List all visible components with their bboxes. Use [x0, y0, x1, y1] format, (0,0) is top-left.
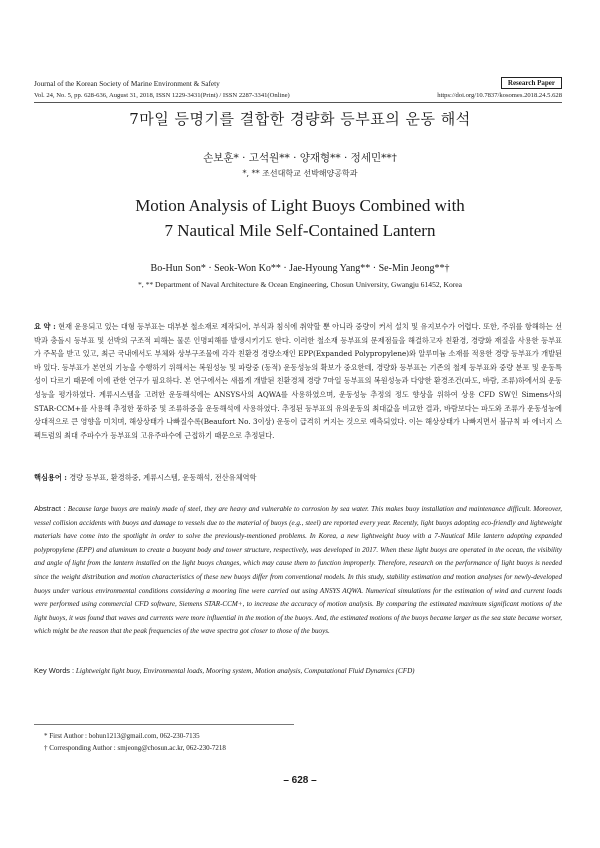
english-abstract-label: Abstract :	[34, 504, 66, 513]
english-keywords-label: Key Words :	[34, 666, 75, 675]
korean-abstract	[34, 320, 562, 442]
korean-keywords	[34, 473, 562, 483]
english-keywords	[34, 666, 562, 675]
english-keywords-text: Lightweight light buoy, Environmental loads, Mooring system, Motion analysis, Computational Fluid Dynamics (CFD)	[75, 667, 415, 675]
footnote-first-author: * First Author : bohun1213@gmail.com, 062-230-7135	[44, 732, 200, 740]
english-abstract-text: Because large buoys are mainly made of steel, they are heavy and vulnerable to corrosion by sea water. This makes buoy installation and maintenance difficult. Moreover, vessel collision accidents with buoys and damage to vessels due to the material of buoys (e.g., steel) are reported every year. Recently, light buoys adopting eco-friendly and lightweight materials have come into the spotlight in order to solve the previously-mentioned problems. In Korea, a new lightweight buoy with a 7-Nautical Mile lantern adopting expanded polypropylene (EPP) and aluminum to create a buoyant body and tower structure, respectively, was developed in 2017. When these light buoys are operated in the ocean, the visibility and angle of light from the lantern installed on the light buoys changes, which may cause them to function improperly. Therefore, research on the performance of light buoys is needed since the weight distribution and motion characteristics of these new buoys differ from conventional models. In this study, stability estimation and motion analyses for newly-developed buoys under various environmental conditions considering a mooring line were carried out using ANSYS AQWA. Numerical simulations for the estimation of wind and current loads were performed using commercial CFD software, Siemens STAR-CCM+, to increase the accuracy of motion analysis. By comparing the estimated maximum significant motions of the light buoys, it was found that waves and currents were more influential in the motion of the buoys. And, the estimated motions of the buoys became larger as the sea state became worser, which might be the reason that the peak frequencies of the wave spectra got closer to those of the buoys.	[34, 505, 562, 636]
english-affiliation: *, ** Department of Naval Architecture & Ocean Engineering, Chosun University, Gwangju 61452, Korea	[137, 280, 463, 289]
korean-keywords-text: 경량 등부표, 환경하중, 계류시스템, 운동해석, 전산유체역학	[69, 473, 257, 482]
footnote-divider	[34, 724, 294, 725]
doi-link[interactable]: https://doi.org/10.7837/kosomes.2018.24.5.628	[437, 92, 562, 99]
english-authors: Bo-Hun Son* · Seok-Won Ko** · Jae-Hyoung Yang** · Se-Min Jeong**†	[150, 263, 450, 274]
korean-title: 7마일 등명기를 결합한 경량화 등부표의 운동 해석	[129, 110, 471, 128]
korean-affiliation: *, ** 조선대학교 선박해양공학과	[242, 169, 358, 178]
header-divider	[34, 102, 562, 103]
korean-abstract-label: 요 약 :	[34, 322, 56, 331]
korean-authors: 손보훈* · 고석원** · 양재형** · 정세민**†	[203, 152, 397, 164]
journal-name: Journal of the Korean Society of Marine Environment & Safety	[34, 79, 220, 88]
korean-abstract-text: 현재 운용되고 있는 대형 등부표는 대부분 철소재로 제작되어, 부식과 침식에 취약할 뿐 아니라 중량이 커서 설치 및 유지보수가 어렵다. 또한, 주위를 항해하는 선박과 충돌시 등부표 및 선박의 구조적 피해는 물론 인명피해를 발생시키기도 한다. 이러한 철소재 등부표의 문제점들을 해결하고자 친환경, 경량화 재질을 사용한 등부표가 주목을 받고 있고, 최근 국내에서도 부체와 상부구조물에 각각 친환경 경량소재인 EPP(Expanded Polypropylene)와 알루미늄 소재를 적용한 경량 등부표가 개발된 바 있다. 등부표가 본연의 기능을 수행하기 위해서는 복원성능 및 파랑중 (동적) 운동성능의 확보가 중요한데, 경량화 등부표는 기존의 철제 등부표와 중량 분포 및 운동특성이 다르기 때문에 이에 관한 연구가 필요하다. 본 연구에서는 새롭게 개발된 친환경체 경량 7마일 등부표의 복원성능과 다양한 환경조건(파도, 바람, 조류)하에서의 운동성능을 평가하였다. 계류시스템을 고려한 운동해석에는 ANSYS사의 AQWA를 사용하였으며, 운동성능 추정의 정도 향상을 위하여 상용 CFD SW인 Simens사의 STAR-CCM+를 사용해 추정한 풍하중 및 조류하중을 운동해석에 사용하였다. 추정된 등부표의 유의운동의 최대값을 비교한 결과, 바람보다는 파도와 조류가 운동성능에 상대적으로 큰 영향을 미치며, 해상상태가 나빠질수록(Beaufort No. 3이상) 운동이 급격히 커지는 것으로 예측되었다. 이는 해상상태가 나빠지면서 불규칙 파 에너지 스펙트럼의 최대 주파수가 등부표의 고유주파수에 근접하기 때문으로 추정된다.	[34, 322, 563, 440]
page-number: – 628 –	[283, 775, 317, 786]
research-paper-badge: Research Paper	[501, 77, 562, 89]
footnote-corresponding-author: † Corresponding Author : smjeong@chosun.ac.kr, 062-230-7218	[44, 744, 226, 752]
english-abstract	[34, 502, 562, 639]
korean-keywords-label: 핵심용어 :	[34, 473, 67, 482]
english-title-line-2: 7 Nautical Mile Self-Contained Lantern	[164, 221, 436, 240]
english-title-line-1: Motion Analysis of Light Buoys Combined with	[135, 196, 465, 215]
volume-issue-line: Vol. 24, No. 5, pp. 628-636, August 31, 2018, ISSN 1229-3431(Print) / ISSN 2287-3341(Online)	[34, 92, 290, 99]
